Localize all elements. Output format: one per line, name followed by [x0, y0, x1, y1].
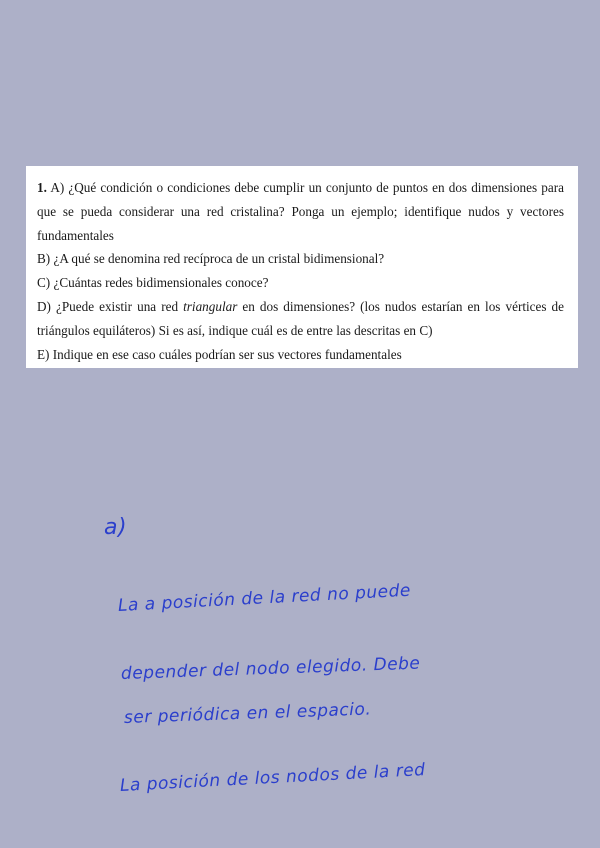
handwritten-label-a: a) [104, 515, 128, 540]
question-part-d [37, 295, 564, 343]
question-part-b: B) ¿A qué se denomina red recíproca de un cristal bidimensional? [37, 251, 385, 267]
part-d-emphasis: triangular [183, 298, 238, 314]
handwritten-line-4: La posición de los nodos de la red [119, 760, 426, 796]
question-part-a [37, 176, 564, 247]
question-part-c: C) ¿Cuántas redes bidimensionales conoce? [37, 275, 269, 291]
question-part-e: E) Indique en ese caso cuáles podrían ser sus vectores fundamentales [37, 346, 402, 362]
question-box [26, 166, 578, 368]
question-number: 1. [37, 180, 47, 195]
part-a-text: A) ¿Qué condición o condiciones debe cumplir un conjunto de puntos en dos dimensiones para que se pueda considerar una red cristalina? Ponga un ejemplo; identifique nudos y vectores fundamentales [37, 180, 564, 243]
part-d-text-end: en dos dimensiones? (los nudos estarían en los vértices de triángulos equiláteros) Si es así, indique cuál es de entre las descritas en C) [37, 298, 564, 338]
handwritten-line-2: depender del nodo elegido. Debe [120, 653, 421, 684]
handwritten-line-3: ser periódica en el espacio. [123, 699, 372, 728]
handwritten-line-1: La a posición de la red no puede [117, 580, 412, 616]
part-d-text-start: D) ¿Puede existir una red [37, 298, 184, 314]
